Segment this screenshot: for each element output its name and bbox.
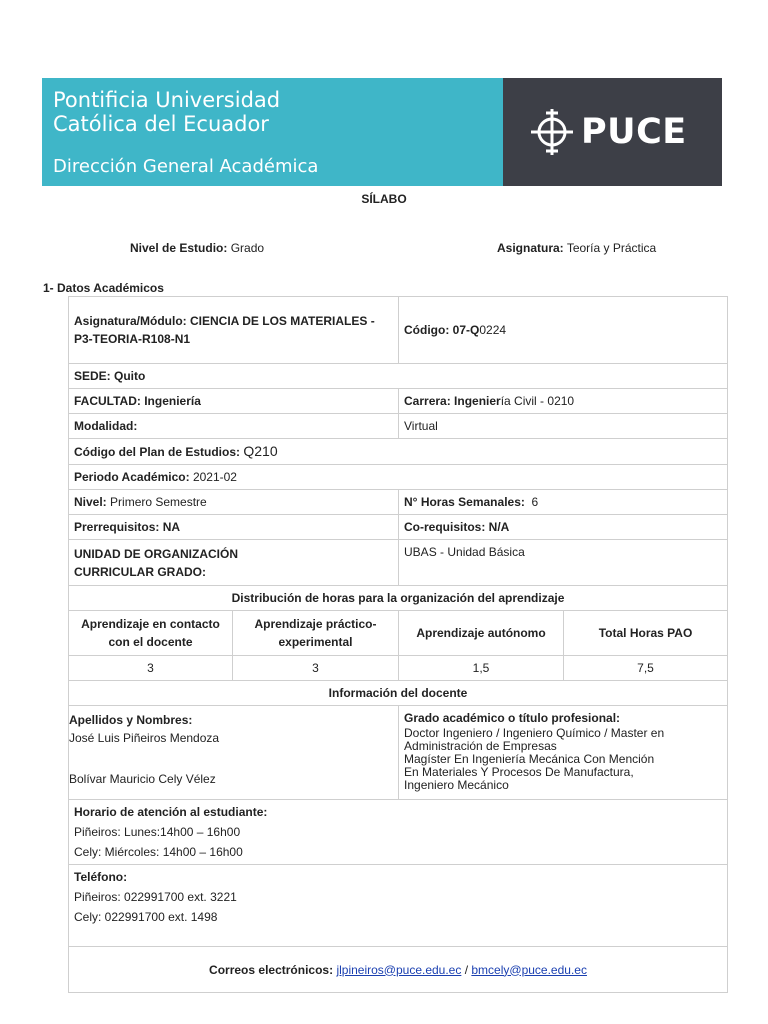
table-row xyxy=(69,515,728,540)
schedule-label: Horario de atención al estudiante: xyxy=(74,805,268,819)
header-banner xyxy=(42,78,722,186)
teacher-heading: Información del docente xyxy=(69,681,728,706)
teacher-name-2: Bolívar Mauricio Cely Vélez xyxy=(69,772,216,786)
table-row xyxy=(69,490,728,515)
periodo-label: Periodo Académico: xyxy=(74,470,190,484)
hours-value: 3 xyxy=(69,656,233,681)
prerrequisitos-cell: Prerrequisitos: NA xyxy=(69,515,399,540)
nivel-estudio xyxy=(130,241,264,255)
phone-line-2: Cely: 022991700 ext. 1498 xyxy=(74,910,218,924)
plan-estudios-cell xyxy=(69,439,728,465)
carrera-label: Carrera: Ingenier xyxy=(404,394,501,408)
nivel-estudio-value: Grado xyxy=(230,241,265,255)
table-row xyxy=(69,681,728,706)
hours-column-header: Total Horas PAO xyxy=(564,611,728,656)
asignatura-cell xyxy=(69,297,399,364)
teacher-degree-line: Administración de Empresas xyxy=(404,739,557,753)
facultad-cell xyxy=(69,389,399,414)
horas-semanales-value: 6 xyxy=(531,495,539,509)
table-row xyxy=(69,706,728,800)
codigo-cell xyxy=(399,297,728,364)
academic-data-table xyxy=(68,296,728,993)
phone-label: Teléfono: xyxy=(74,870,128,884)
unidad-organizacion-label xyxy=(69,540,399,586)
nivel-estudio-label: Nivel de Estudio: xyxy=(130,241,228,255)
table-row xyxy=(69,439,728,465)
plan-estudios-label: Código del Plan de Estudios: xyxy=(74,445,241,459)
hours-column-header: Aprendizaje autónomo xyxy=(399,611,564,656)
asignatura-meta xyxy=(497,241,656,255)
unidad-label-line1: UNIDAD DE ORGANIZACIÓN xyxy=(74,546,238,561)
horas-semanales-cell xyxy=(399,490,728,515)
modalidad-label: Modalidad: xyxy=(69,414,399,439)
nivel-value: Primero Semestre xyxy=(110,495,207,509)
unidad-label-line2: CURRICULAR GRADO: xyxy=(74,564,206,579)
hours-column-header: Aprendizaje en contacto con el docente xyxy=(69,611,233,656)
carrera-cell xyxy=(399,389,728,414)
table-row xyxy=(69,364,728,389)
teacher-degree-label: Grado académico o título profesional: xyxy=(404,711,621,725)
document-title: SÍLABO xyxy=(361,192,407,206)
codigo-label: Código: 07-Q xyxy=(404,323,480,337)
table-row xyxy=(69,611,728,656)
codigo-value: 0224 xyxy=(479,323,507,337)
nivel-label: Nivel: xyxy=(74,495,107,509)
schedule-cell xyxy=(69,800,728,865)
email-link-pineiros[interactable]: jlpineiros@puce.edu.ec xyxy=(336,962,462,977)
logo-text: PUCE xyxy=(581,112,687,152)
facultad-label: FACULTAD: xyxy=(74,394,141,408)
phone-cell xyxy=(69,865,728,947)
teacher-degree-line: Doctor Ingeniero / Ingeniero Químico / Master en xyxy=(404,726,665,740)
teacher-names-label: Apellidos y Nombres: xyxy=(69,713,193,727)
table-row xyxy=(69,540,728,586)
table-row xyxy=(69,586,728,611)
asignatura-label: Asignatura/Módulo: xyxy=(74,314,187,328)
facultad-value: Ingeniería xyxy=(144,394,201,408)
schedule-line-2: Cely: Miércoles: 14h00 – 16h00 xyxy=(74,845,243,859)
table-row xyxy=(69,414,728,439)
banner-university xyxy=(42,78,503,186)
table-row xyxy=(69,465,728,490)
phone-line-1: Piñeiros: 022991700 ext. 3221 xyxy=(74,890,237,904)
puce-emblem-icon xyxy=(529,105,575,159)
email-link-cely[interactable]: bmcely@puce.edu.ec xyxy=(471,962,587,977)
hours-value: 7,5 xyxy=(564,656,728,681)
banner-subtitle: Dirección General Académica xyxy=(53,156,319,177)
banner-logo-area xyxy=(503,78,722,186)
teacher-names-cell xyxy=(69,706,399,800)
hours-column-header: Aprendizaje práctico-experimental xyxy=(233,611,399,656)
teacher-degree-line: Ingeniero Mecánico xyxy=(404,778,509,792)
table-row xyxy=(69,800,728,865)
asignatura-meta-value: Teoría y Práctica xyxy=(566,241,657,255)
carrera-value: ía Civil - 0210 xyxy=(500,394,575,408)
nivel-cell xyxy=(69,490,399,515)
unidad-organizacion-value: UBAS - Unidad Básica xyxy=(399,540,728,586)
teacher-degree-cell xyxy=(399,706,728,800)
asignatura-value: CIENCIA DE LOS MATERIALES - P3-TEORIA-R108-N1 xyxy=(74,314,375,346)
teacher-name-1: José Luis Piñeiros Mendoza xyxy=(69,731,220,745)
table-row xyxy=(69,865,728,947)
puce-logo xyxy=(529,105,687,159)
schedule-line-1: Piñeiros: Lunes:14h00 – 16h00 xyxy=(74,825,241,839)
asignatura-meta-label: Asignatura: xyxy=(497,241,564,255)
university-name-line1: Pontificia Universidad xyxy=(53,88,281,112)
email-separator: / xyxy=(461,962,472,977)
section-title-datos-academicos: 1- Datos Académicos xyxy=(43,281,164,295)
horas-semanales-label: N° Horas Semanales: xyxy=(404,495,525,509)
modalidad-value: Virtual xyxy=(399,414,728,439)
sede-cell: SEDE: Quito xyxy=(69,364,728,389)
corequisitos-cell: Co-requisitos: N/A xyxy=(399,515,728,540)
table-row xyxy=(69,389,728,414)
hours-value: 3 xyxy=(233,656,399,681)
table-row xyxy=(69,297,728,364)
table-row xyxy=(69,947,728,993)
hours-heading: Distribución de horas para la organización del aprendizaje xyxy=(69,586,728,611)
email-cell xyxy=(69,947,728,993)
periodo-cell xyxy=(69,465,728,490)
email-label: Correos electrónicos: xyxy=(209,962,334,977)
university-name-line2: Católica del Ecuador xyxy=(53,112,269,136)
teacher-degree-line: En Materiales Y Procesos De Manufactura, xyxy=(404,765,634,779)
plan-estudios-value: Q210 xyxy=(243,443,278,459)
periodo-value: 2021-02 xyxy=(192,470,237,484)
teacher-degree-line: Magíster En Ingeniería Mecánica Con Mención xyxy=(404,752,655,766)
table-row xyxy=(69,656,728,681)
hours-value: 1,5 xyxy=(399,656,564,681)
